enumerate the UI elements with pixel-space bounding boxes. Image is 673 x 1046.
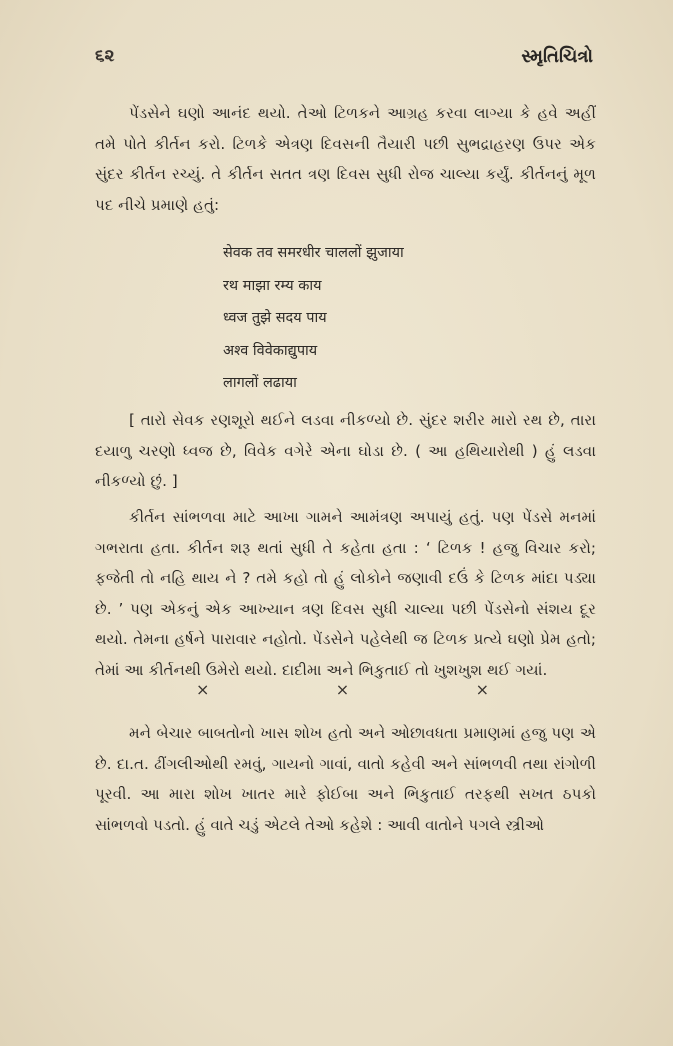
verse-line: सेवक तव समरधीर चाललों झुजाया <box>223 245 404 261</box>
verse-line: ध्वज तुझे सदय पाय <box>223 310 327 326</box>
paragraph-3: કીર્તન સાંભળવા માટે આખા ગામને આમંત્રણ અપાયું હતું. પણ પેંડસે મનમાં ગભરાતા હતા. કીર્તન શરૂ થતાં સુધી તે કહેતા હતા : ‘ ટિળક ! હજુ વિચાર કરો; ફજેતી તો નહિ થાય ને ? તમે કહો તો હું લોકોને જણાવી દઉં કે ટિળક માંદા પડ્યા છે. ’ પણ એકનું એક આખ્યાન ત્રણ દિવસ સુધી ચાલ્યા પછી પેંડસેનો સંશય દૂર થયો. તેમના હર્ષને પારાવાર નહોતો. પેંડસેને પહેલેથી જ ટિળક પ્રત્યે ઘણો પ્રેમ હતો; તેમાં આ કીર્તનથી ઉમેરો થયો. દાદીમા અને ભિકુતાઈ તો ખુશખુશ થઈ ગયાં. <box>95 508 596 679</box>
verse-line: लागलों लढाया <box>223 375 297 391</box>
separator-mark: × <box>196 680 210 699</box>
paragraph-1: પેંડસેને ઘણો આનંદ થયો. તેઓ ટિળકને આગ્રહ કરવા લાગ્યા કે હવે અહીં તમે પોતે કીર્તન કરો. ટિળકે એત્રણ દિવસની તૈયારી પછી સુભદ્રાહરણ ઉપર એક સુંદર કીર્તન રચ્યું. તે કીર્તન સતત ત્રણ દિવસ સુધી રોજ ચાલ્યા કર્યું. કીર્તનનું મૂળ પદ નીચે પ્રમાણે હતું: <box>95 104 596 214</box>
paragraph-4: મને બેચાર બાબતોનો ખાસ શોખ હતો અને ઓછાવધતા પ્રમાણમાં હજુ પણ એ છે. દા.ત. ઢીંગલીઓથી રમવું, ગાયનો ગાવાં, વાતો કહેવી અને સાંભળવી તથા રાંગોળી પૂરવી. આ મારા શોખ ખાતર મારે ફોઈબા અને ભિકુતાઈ તરફથી સખત ઠપકો સાંભળવો પડતો. હું વાતે ચડું એટલે તેઓ કહેશે : આવી વાતોને પગલે સ્ત્રીઓ <box>95 724 596 834</box>
verse-line: रथ माझा रम्य काय <box>223 277 322 294</box>
separator-mark: × <box>335 680 350 699</box>
paragraph-2-translation: [ તારો સેવક રણશૂરો થઈને લડવા નીકળ્યો છે. સુંદર શરીર મારો રથ છે, તારા દયાળુ ચરણો ધ્વજ છે, વિવેક વગેરે એના ઘોડા છે. ( આ હથિયારોથી ) હું લડવા નીકળ્યો છું. ] <box>95 411 596 490</box>
running-title: સ્મૃતિચિત્રો <box>521 46 593 67</box>
verse-block <box>223 237 404 400</box>
separator-mark: × <box>475 680 489 699</box>
page-number: ૬૨ <box>95 46 115 66</box>
verse-line: अश्व विवेकाद्युपाय <box>223 342 318 359</box>
page-header <box>95 46 593 74</box>
section-separator <box>196 680 489 699</box>
